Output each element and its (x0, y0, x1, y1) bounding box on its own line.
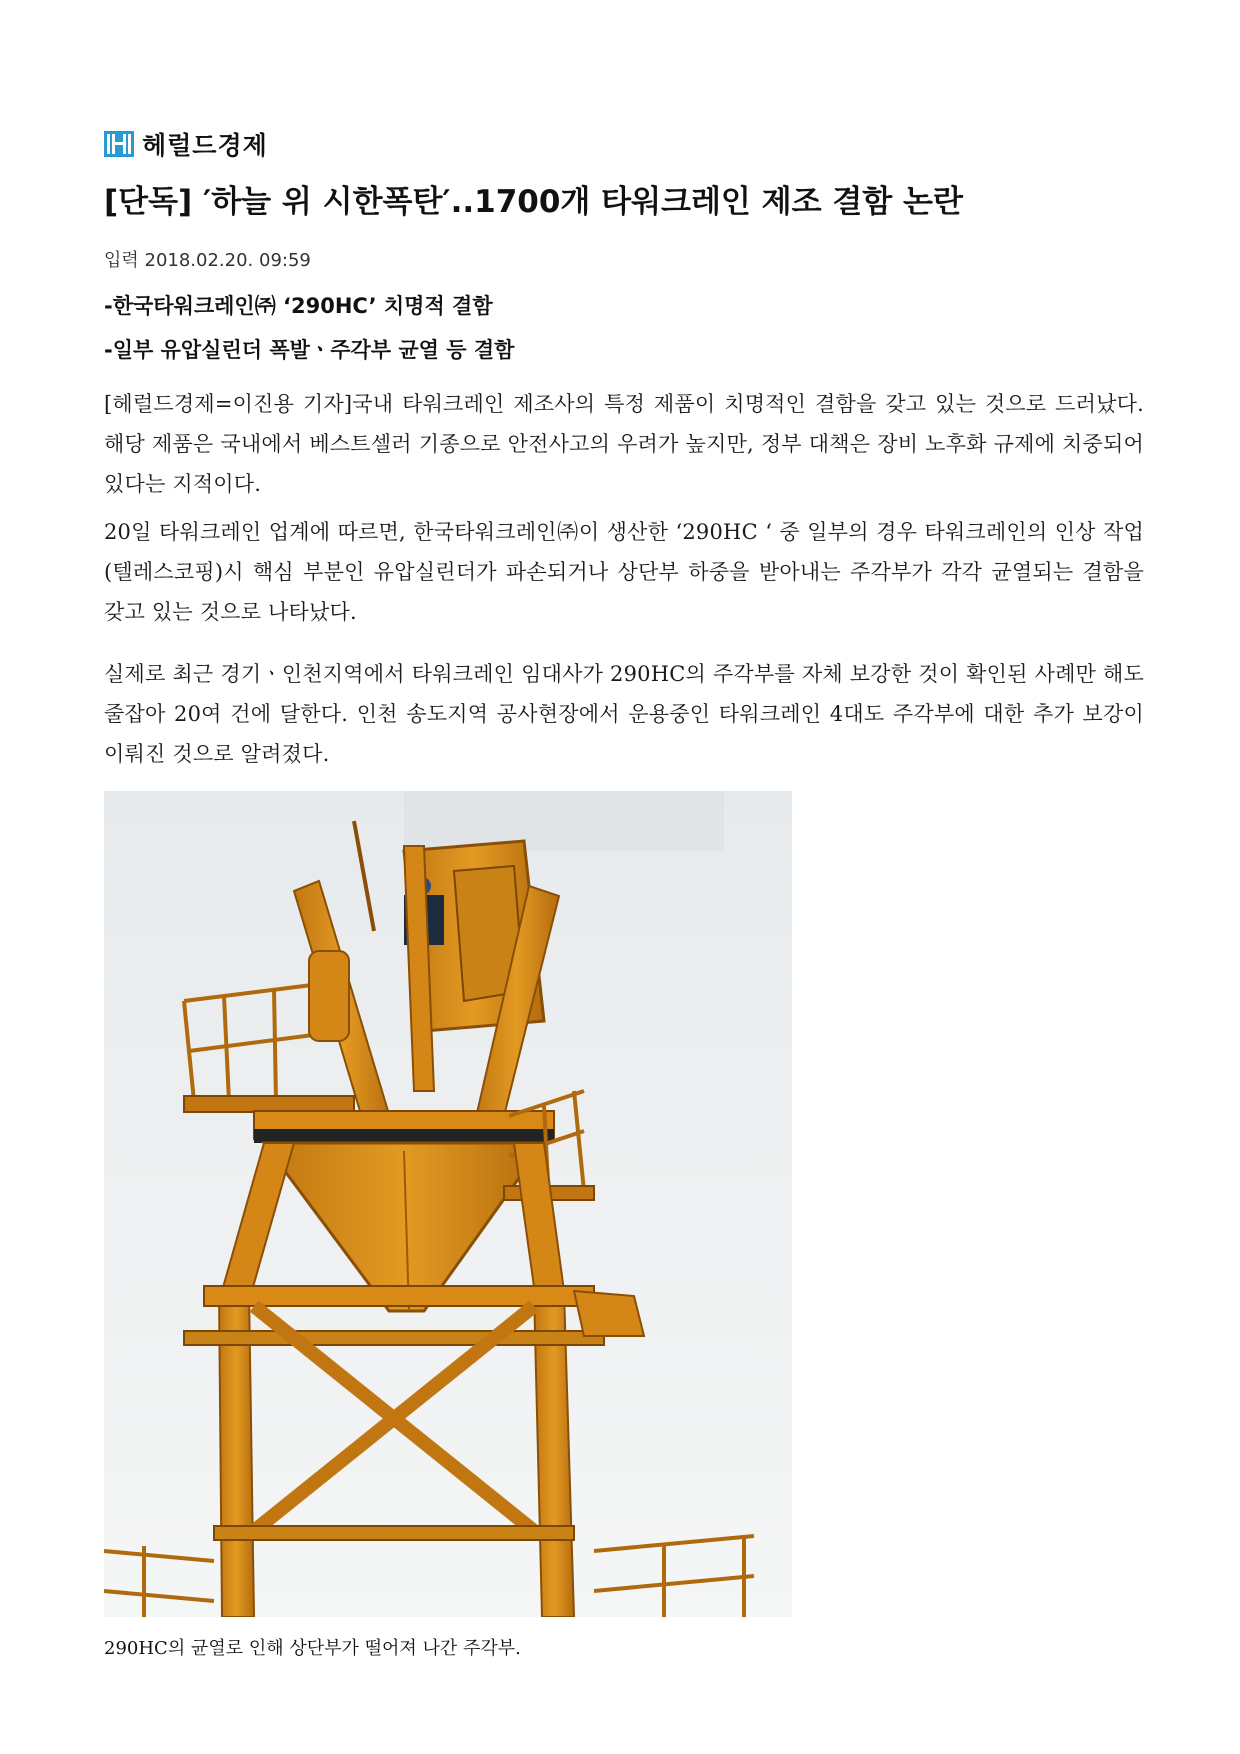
tower-crane-photo (104, 791, 792, 1617)
herald-logo-icon (104, 131, 134, 157)
photo-caption: 290HC의 균열로 인해 상단부가 떨어져 나간 주각부. (104, 1638, 521, 1659)
article-paragraph-2 (104, 512, 1144, 632)
article-headline: [단독] ′하늘 위 시한폭탄′..1700개 타워크레인 제조 결함 논란 (104, 184, 963, 220)
subheadline-2: -일부 유압실린더 폭발ㆍ주각부 균열 등 결함 (104, 338, 515, 362)
article-paragraph-1 (104, 384, 1144, 504)
article-paragraph-3 (104, 654, 1144, 774)
paragraph-text: 실제로 최근 경기ㆍ인천지역에서 타워크레인 임대사가 290HC의 주각부를 자체 보강한 것이 확인된 사례만 해도 줄잡아 20여 건에 달한다. 인천 송도지역 공사현장에서 운용중인 타워크레인 4대도 주각부에 대한 추가 보강이 이뤄진 것으로 알려졌다. (104, 662, 1144, 766)
published-timestamp: 입력 2018.02.20. 09:59 (104, 250, 311, 271)
paragraph-text: [헤럴드경제=이진용 기자]국내 타워크레인 제조사의 특정 제품이 치명적인 결함을 갖고 있는 것으로 드러났다. 해당 제품은 국내에서 베스트셀러 기종으로 안전사고의 우려가 높지만, 정부 대책은 장비 노후화 규제에 치중되어 있다는 지적이다. (104, 392, 1144, 496)
subheadline-1: -한국타워크레인㈜ ‘290HC’ 치명적 결함 (104, 294, 493, 318)
brand-name: 헤럴드경제 (142, 131, 268, 160)
paragraph-text: 20일 타워크레인 업계에 따르면, 한국타워크레인㈜이 생산한 ‘290HC ‘ 중 일부의 경우 타워크레인의 인상 작업(텔레스코핑)시 핵심 부분인 유압실린더가 파손되거나 상단부 하중을 받아내는 주각부가 각각 균열되는 결함을 갖고 있는 것으로 나타났다. (104, 520, 1144, 624)
masthead[interactable] (104, 126, 268, 162)
